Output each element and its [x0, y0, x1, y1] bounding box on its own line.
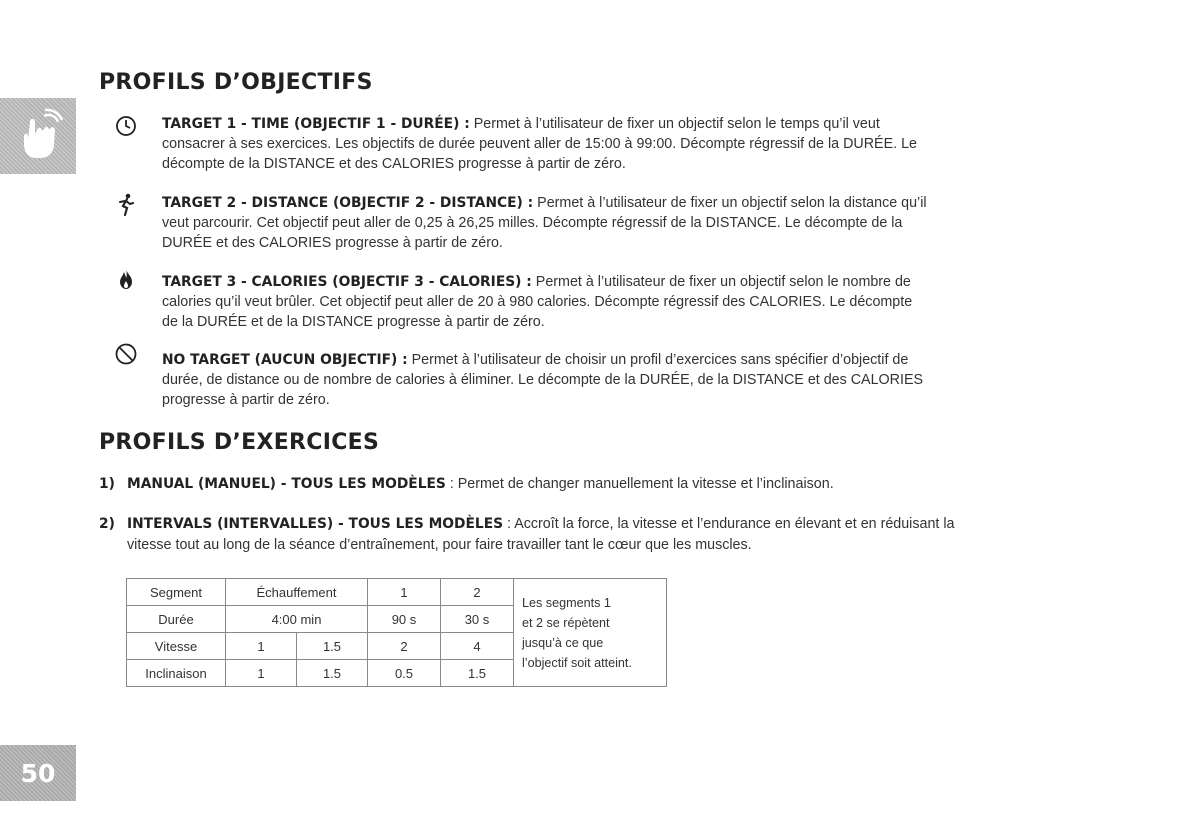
cell-warmup: Échauffement [226, 579, 368, 606]
cell-duree-warmup: 4:00 min [226, 606, 368, 633]
cell-vitesse-1: 2 [368, 633, 441, 660]
flame-icon [114, 267, 138, 291]
exercise-1: 1) MANUAL (MANUEL) - TOUS LES MODÈLES : Permet de changer manuellement la vitesse et l’inclinaison. [99, 476, 834, 492]
clock-icon [114, 114, 138, 138]
page-number: 50 [0, 745, 76, 801]
section-tab-touch [0, 98, 76, 174]
cell-duree-label: Durée [127, 606, 226, 633]
target-1: TARGET 1 - TIME (OBJECTIF 1 - DURÉE) : Permet à l’utilisateur de fixer un objectif selon le temps qu’il veut consacrer à ses exercices. Les objectifs de durée peuvent aller de 15:00 à 99:00. Décompte régressif de la DURÉE. Le décompte de la DISTANCE et des CALORIES progresse à partir de zéro. [162, 116, 917, 172]
cell-vitesse-2: 4 [441, 633, 514, 660]
cell-vitesse-label: Vitesse [127, 633, 226, 660]
cell-seg2: 2 [441, 579, 514, 606]
target-2: TARGET 2 - DISTANCE (OBJECTIF 2 - DISTANCE) : Permet à l’utilisateur de fixer un objectif selon la distance qu’il veut parcourir. Cet objectif peut aller de 0,25 à 26,25 milles. Décompte régressif de la DISTANCE. Le décompte de la DURÉE et des CALORIES progresse à partir de zéro. [162, 195, 927, 251]
cell-seg1: 1 [368, 579, 441, 606]
cell-segment-label: Segment [127, 579, 226, 606]
cell-inclinaison-label: Inclinaison [127, 660, 226, 687]
target-3: TARGET 3 - CALORIES (OBJECTIF 3 - CALORIES) : Permet à l’utilisateur de fixer un objectif selon le nombre de calories qu’il veut brûler. Cet objectif peut aller de 20 à 980 calories. Décompte régressif des CALORIES. Le décompte de la DURÉE et de la DISTANCE progresse à partir de zéro. [162, 274, 913, 330]
objectives-title: PROFILS D’OBJECTIFS [99, 70, 373, 95]
table-note: Les segments 1 et 2 se répètent jusqu’à ce que l’objectif soit atteint. [514, 579, 667, 687]
cell-inclinaison-b: 1.5 [297, 660, 368, 687]
cell-inclinaison-1: 0.5 [368, 660, 441, 687]
exercises-title: PROFILS D’EXERCICES [99, 430, 380, 455]
exercise-2: 2) INTERVALS (INTERVALLES) - TOUS LES MODÈLES : Accroît la force, la vitesse et l’endurance en élevant et en réduisant la vitesse tout au long de la séance d’entraînement, pour faire travailler tant le cœur que les muscles. [99, 516, 955, 553]
no-target: NO TARGET (AUCUN OBJECTIF) : Permet à l’utilisateur de choisir un profil d’exercices sans spécifier d’objectif de durée, de distance ou de nombre de calories à éliminer. Le décompte de la DURÉE, de la DISTANCE et des CALORIES progresse à partir de zéro. [162, 352, 924, 408]
cell-duree-2: 30 s [441, 606, 514, 633]
cell-vitesse-b: 1.5 [297, 633, 368, 660]
runner-icon [114, 193, 138, 217]
cell-inclinaison-a: 1 [226, 660, 297, 687]
cell-duree-1: 90 s [368, 606, 441, 633]
interval-table [126, 578, 667, 687]
no-target-icon [114, 342, 138, 366]
cell-inclinaison-2: 1.5 [441, 660, 514, 687]
touch-hand-icon [14, 108, 64, 164]
cell-vitesse-a: 1 [226, 633, 297, 660]
